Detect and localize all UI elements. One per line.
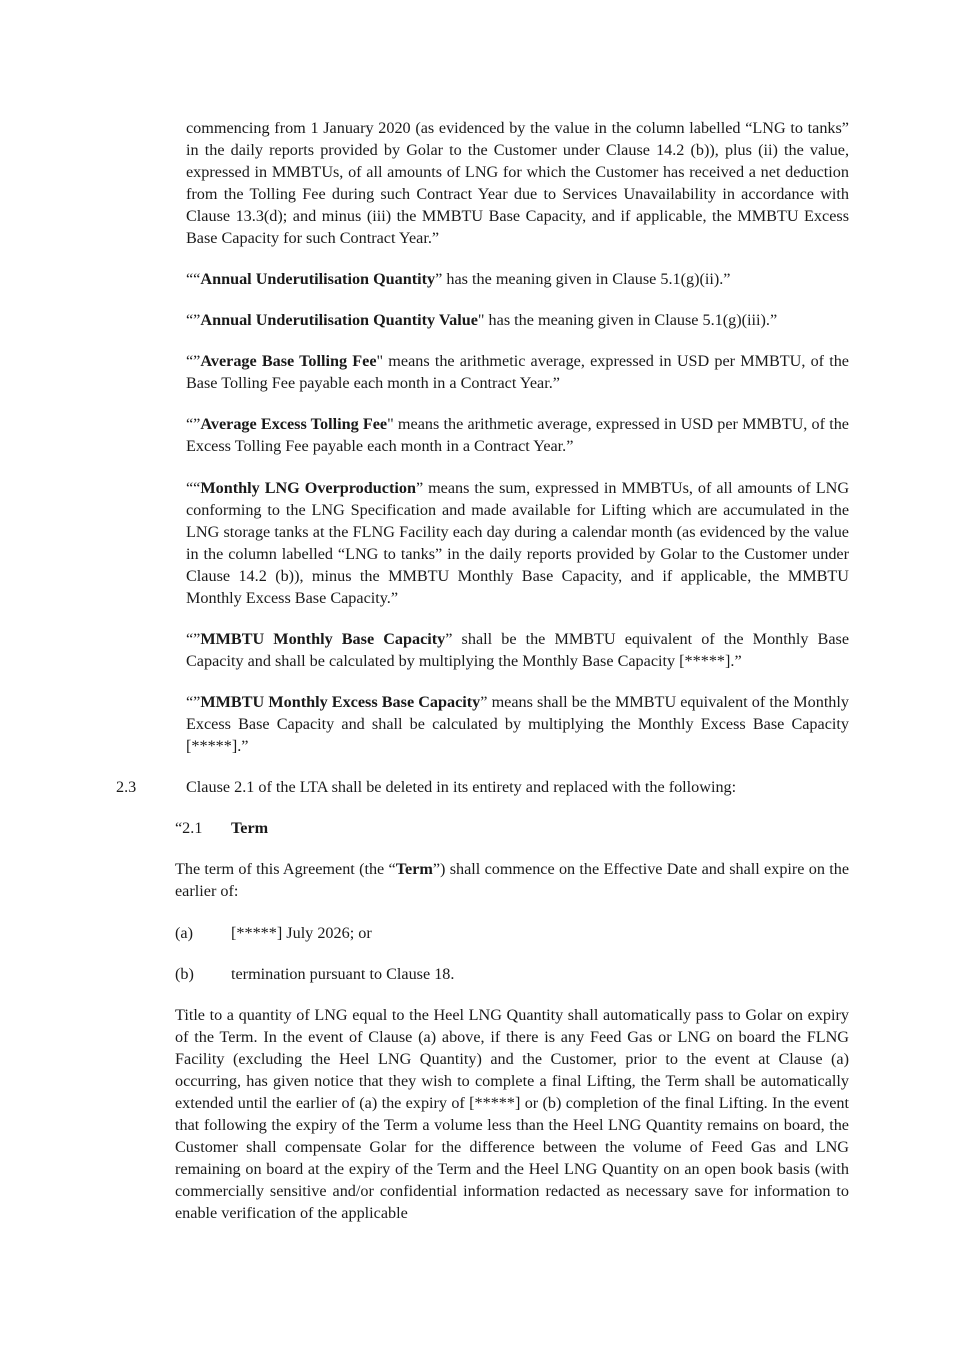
clause-2-3-text: Clause 2.1 of the LTA shall be deleted in its entirety and replaced with the following: [186, 778, 737, 796]
item-text-b: termination pursuant to Clause 18. [231, 965, 455, 983]
defined-term: Annual Underutilisation Quantity [200, 270, 436, 288]
item-label-b: (b) [175, 965, 194, 983]
item-text-a: [*****] July 2026; or [231, 924, 372, 942]
definition-average-excess-tolling-fee: “”Average Excess Tolling Fee" means the arithmetic average, expressed in USD per MMBTU, of the Excess Tolling Fee payable each month in a Contract Year.” [186, 415, 849, 455]
intro-paragraph: commencing from 1 January 2020 (as evidenced by the value in the column labelled “LNG to tanks” in the daily reports provided by Golar to the Customer under Clause 14.2 (b)), plus (ii) the value, expressed in MMBTUs, of all amounts of LNG for which the Customer has received a net deduction from the Tolling Fee during such Contract Year due to Services Unavailability in accordance with Clause 13.3(d); and minus (iii) the MMBTU Base Capacity, and if applicable, the MMBTU Excess Base Capacity for such Contract Year.” [186, 119, 849, 247]
clause-2-1-heading: Term [231, 819, 269, 837]
clause-number-2-3: 2.3 [116, 778, 137, 796]
definition-mmbtu-monthly-excess-base-capacity: “”MMBTU Monthly Excess Base Capacity” means shall be the MMBTU equivalent of the Monthly Excess Base Capacity and shall be calculated by multiplying the Monthly Excess Base Capacity [*****].” [186, 693, 849, 755]
definition-monthly-lng-overproduction: ““Monthly LNG Overproduction” means the sum, expressed in MMBTUs, of all amounts of LNG conforming to the LNG Specification and made available for Lifting which are accumulated in the LNG storage tanks at the FLNG Facility each day during a calendar month (as evidenced by the value in the column labelled “LNG to tanks” in the daily reports provided by Golar to the Customer under Clause 14.2 (b)), minus the MMBTU Monthly Base Capacity, and if applicable, the MMBTU Monthly Excess Base Capacity.” [186, 479, 850, 607]
clause-number-2-1: “2.1 [175, 819, 203, 837]
definition-annual-underutilisation-quantity-value: “”Annual Underutilisation Quantity Value" has the meaning given in Clause 5.1(g)(iii).” [186, 311, 778, 329]
definition-mmbtu-monthly-base-capacity: “”MMBTU Monthly Base Capacity” shall be the MMBTU equivalent of the Monthly Base Capacity and shall be calculated by multiplying the Monthly Base Capacity [*****].” [186, 630, 849, 670]
item-label-a: (a) [175, 924, 193, 942]
definition-annual-underutilisation-quantity: ““Annual Underutilisation Quantity” has the meaning given in Clause 5.1(g)(ii).” [186, 270, 731, 288]
definition-average-base-tolling-fee: “”Average Base Tolling Fee" means the arithmetic average, expressed in USD per MMBTU, of the Base Tolling Fee payable each month in a Contract Year.” [186, 352, 849, 392]
defined-term: Average Excess Tolling Fee [200, 415, 388, 433]
title-paragraph: Title to a quantity of LNG equal to the Heel LNG Quantity shall automatically pass to Golar on expiry of the Term. In the event of Clause (a) above, if there is any Feed Gas or LNG on board the FLNG Facility (excluding the Heel LNG Quantity) and the Customer, prior to the event at Clause (a) occurring, has given notice that they wish to complete a final Lifting, the Term shall be automatically extended until the earlier of (a) the expiry of [*****] or (b) completion of the final Lifting. In the event that following the expiry of the Term a volume less than the Heel LNG Quantity remains on board, the Customer shall compensate Golar for the difference between the volume of Feed Gas and LNG remaining on board at the expiry of the Term and the Heel LNG Quantity on an open book basis (with commercially sensitive and/or confidential information redacted as necessary save for information to enable verification of the applicable [175, 1006, 849, 1222]
defined-term: MMBTU Monthly Excess Base Capacity [200, 693, 481, 711]
defined-term: Average Base Tolling Fee [200, 352, 377, 370]
defined-term: Monthly LNG Overproduction [200, 479, 416, 497]
defined-term: Term [395, 860, 433, 878]
defined-term: MMBTU Monthly Base Capacity [200, 630, 446, 648]
defined-term: Annual Underutilisation Quantity Value [200, 311, 478, 329]
term-paragraph: The term of this Agreement (the “Term”) shall commence on the Effective Date and shall expire on the earlier of: [175, 860, 849, 900]
